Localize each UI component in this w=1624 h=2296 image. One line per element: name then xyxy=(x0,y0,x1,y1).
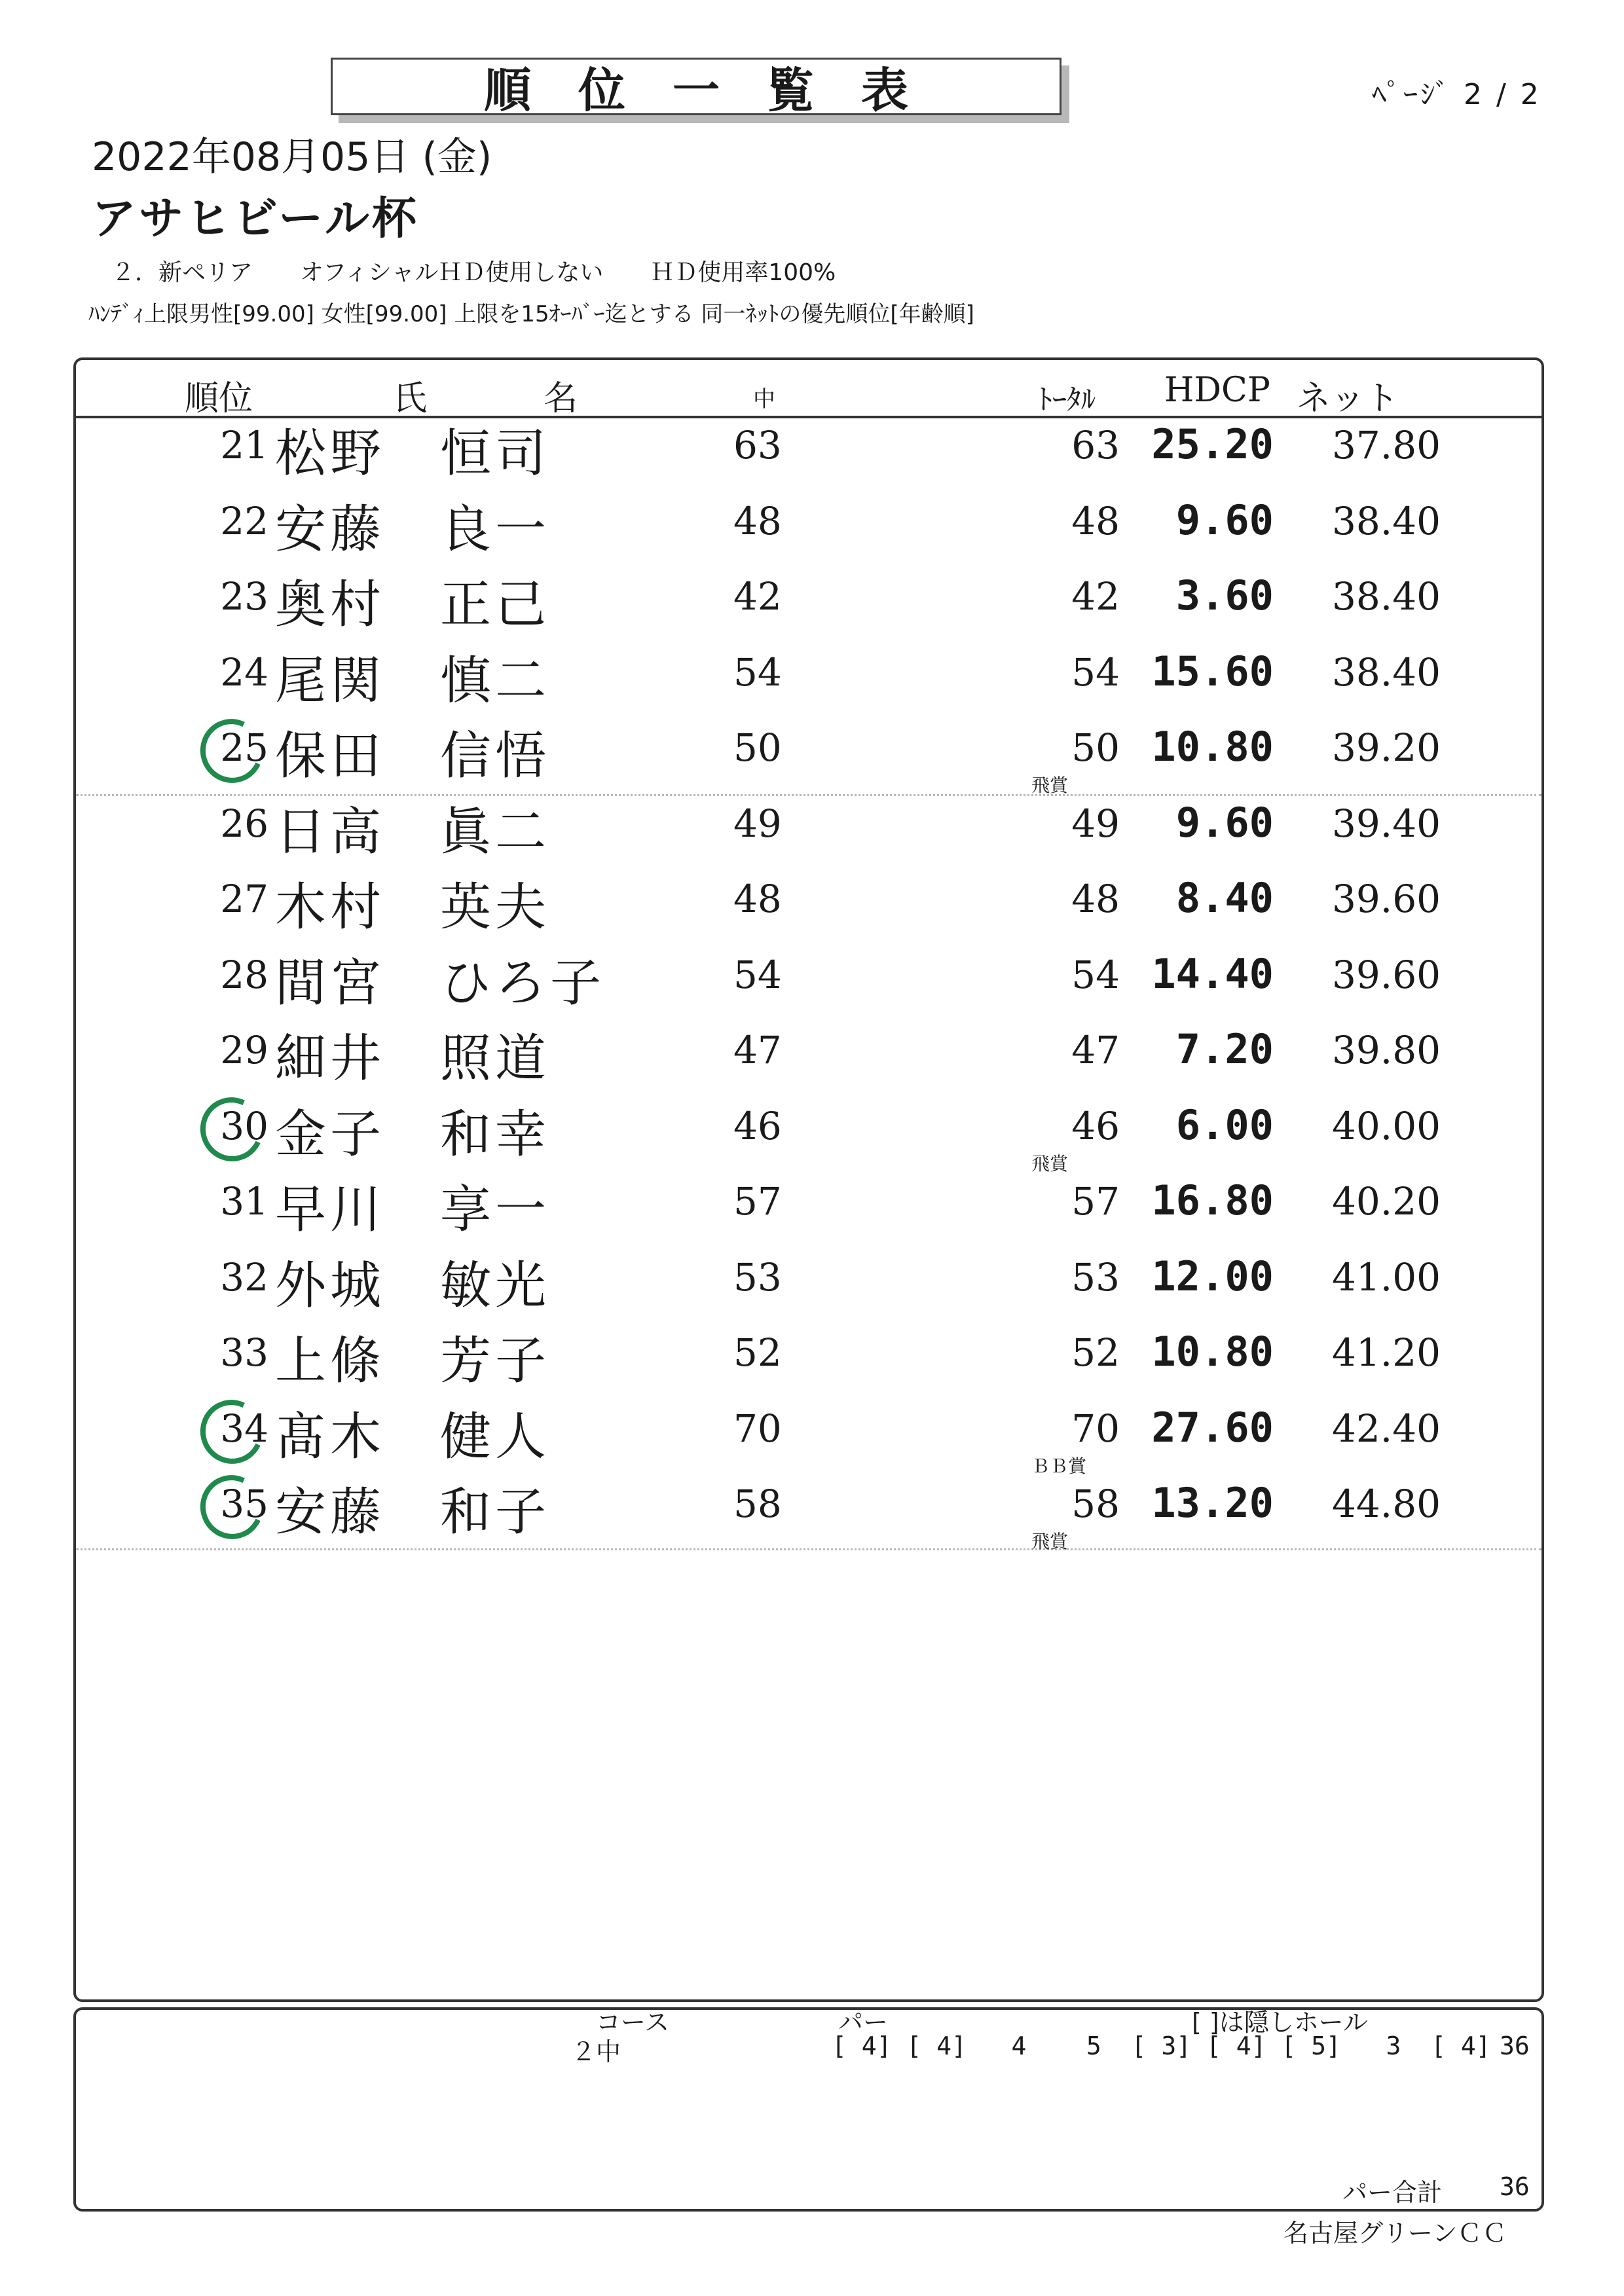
row-net: 41.00 xyxy=(1331,1254,1441,1300)
row-total: 46 xyxy=(1071,1103,1120,1148)
table-row xyxy=(0,1392,1624,1477)
row-total: 57 xyxy=(1071,1179,1120,1224)
row-surname: 細井 xyxy=(275,1029,386,1088)
row-score: 54 xyxy=(733,952,782,997)
row-net: 39.60 xyxy=(1331,877,1441,921)
row-score: 57 xyxy=(733,1179,782,1224)
row-hdcp: 10.80 xyxy=(1151,1328,1274,1376)
row-surname: 早川 xyxy=(275,1180,386,1239)
table-row xyxy=(0,560,1624,636)
table-row xyxy=(0,787,1624,863)
row-rank: 22 xyxy=(220,498,268,543)
row-rank: 25 xyxy=(220,725,268,770)
table-row xyxy=(0,711,1624,796)
row-rank: 30 xyxy=(220,1103,268,1148)
row-given: 健人 xyxy=(440,1407,551,1467)
row-net: 41.20 xyxy=(1331,1330,1441,1375)
row-net: 39.20 xyxy=(1331,725,1441,770)
row-rank: 31 xyxy=(220,1179,268,1224)
row-score: 50 xyxy=(733,725,782,770)
row-hdcp: 25.20 xyxy=(1151,420,1274,468)
row-score: 52 xyxy=(733,1330,782,1375)
row-total: 54 xyxy=(1071,649,1120,695)
row-hdcp: 12.00 xyxy=(1151,1252,1274,1300)
row-given: 信悟 xyxy=(440,727,551,786)
row-total: 52 xyxy=(1071,1330,1120,1375)
row-given: 和幸 xyxy=(440,1104,551,1164)
hidden-hole-note: [ ]は隠しホール xyxy=(1192,2008,1368,2037)
row-award: ＢＢ賞 xyxy=(1031,1455,1087,1477)
page-number: ﾍﾟｰｼﾞ 2 / 2 xyxy=(1372,78,1541,111)
course-value: ２中 xyxy=(571,2037,621,2066)
handwritten-circle-mark xyxy=(191,710,272,792)
table-row xyxy=(0,1165,1624,1241)
row-surname: 安藤 xyxy=(275,1483,386,1542)
row-total: 58 xyxy=(1071,1482,1120,1526)
row-rank: 21 xyxy=(220,423,268,467)
row-rank: 34 xyxy=(220,1406,268,1451)
table-row xyxy=(0,862,1624,938)
row-net: 42.40 xyxy=(1331,1406,1441,1451)
row-surname: 日高 xyxy=(275,802,386,862)
table-row xyxy=(0,1013,1624,1089)
row-surname: 間宮 xyxy=(275,953,386,1013)
row-total: 49 xyxy=(1071,801,1120,846)
row-score: 47 xyxy=(733,1028,782,1072)
row-rank: 29 xyxy=(220,1028,268,1072)
row-score: 48 xyxy=(733,498,782,543)
group-separator xyxy=(76,1548,1541,1550)
event-name: アサヒビール杯 xyxy=(92,193,419,245)
row-net: 38.40 xyxy=(1331,649,1441,695)
par-row-total: 36 xyxy=(1500,2032,1530,2060)
table-row xyxy=(0,1089,1624,1175)
row-surname: 尾関 xyxy=(275,651,386,710)
header-name-1: 氏 xyxy=(393,379,428,418)
par-total-label: パー合計 xyxy=(1342,2178,1443,2207)
row-net: 40.00 xyxy=(1331,1103,1441,1148)
row-net: 38.40 xyxy=(1331,498,1441,543)
header-name-2: 名 xyxy=(544,379,578,418)
row-hdcp: 9.60 xyxy=(1175,798,1274,847)
row-hdcp: 3.60 xyxy=(1175,572,1274,619)
row-total: 53 xyxy=(1071,1254,1120,1300)
row-total: 63 xyxy=(1071,423,1120,467)
row-total: 48 xyxy=(1071,498,1120,543)
row-award: 飛賞 xyxy=(1031,1152,1069,1175)
row-rank: 32 xyxy=(220,1254,268,1300)
row-given: 照道 xyxy=(440,1029,551,1088)
row-score: 54 xyxy=(733,649,782,695)
row-hdcp: 13.20 xyxy=(1151,1479,1274,1527)
row-given: 敏光 xyxy=(440,1256,551,1315)
table-row xyxy=(0,409,1624,484)
handwritten-circle-mark xyxy=(191,1467,272,1548)
row-score: 49 xyxy=(733,801,782,846)
row-given: 眞二 xyxy=(440,802,551,862)
row-total: 54 xyxy=(1071,952,1120,997)
header-course: 中 xyxy=(753,386,775,412)
table-row xyxy=(0,636,1624,712)
row-surname: 外城 xyxy=(275,1256,386,1315)
row-net: 39.40 xyxy=(1331,801,1441,846)
header-total: ﾄｰﾀﾙ xyxy=(1038,383,1096,416)
row-hdcp: 8.40 xyxy=(1175,874,1274,922)
row-hdcp: 16.80 xyxy=(1151,1176,1274,1224)
row-award: 飛賞 xyxy=(1031,1531,1069,1552)
row-surname: 木村 xyxy=(275,878,386,937)
row-surname: 髙木 xyxy=(275,1407,386,1467)
event-date: 2022年08月05日 (金) xyxy=(92,134,492,180)
row-given: 芳子 xyxy=(440,1332,551,1391)
document-title: 順位一覧表 xyxy=(483,63,955,118)
row-hdcp: 14.40 xyxy=(1151,949,1274,998)
row-given: 正己 xyxy=(440,575,551,634)
handwritten-circle-mark xyxy=(191,1088,272,1170)
handwritten-circle-mark xyxy=(191,1391,272,1472)
row-total: 42 xyxy=(1071,574,1120,619)
row-score: 53 xyxy=(733,1254,782,1300)
row-given: 和子 xyxy=(440,1483,551,1542)
row-net: 39.80 xyxy=(1331,1028,1441,1072)
row-net: 40.20 xyxy=(1331,1179,1441,1224)
table-row xyxy=(0,484,1624,560)
row-rank: 23 xyxy=(220,574,268,619)
conditions-line-2: ﾊﾝﾃﾞｨ上限男性[99.00] 女性[99.00] 上限を15ｵｰﾊﾞｰ迄とする 同一ﾈｯﾄの優先順位[年齢順] xyxy=(88,301,974,327)
par-label: パー xyxy=(838,2008,889,2037)
table-row xyxy=(0,1467,1624,1552)
row-given: 良一 xyxy=(440,500,551,559)
row-rank: 35 xyxy=(220,1482,268,1526)
row-net: 38.40 xyxy=(1331,574,1441,619)
row-hdcp: 9.60 xyxy=(1175,496,1274,544)
row-hdcp: 6.00 xyxy=(1175,1101,1274,1149)
row-hdcp: 10.80 xyxy=(1151,723,1274,771)
row-given: 恒司 xyxy=(440,424,551,483)
row-surname: 保田 xyxy=(275,727,386,786)
row-score: 46 xyxy=(733,1103,782,1148)
row-surname: 奥村 xyxy=(275,575,386,634)
row-hdcp: 15.60 xyxy=(1151,647,1274,695)
row-total: 48 xyxy=(1071,877,1120,921)
conditions-line-1: ２．新ペリア オフィシャルＨＤ使用しない ＨＤ使用率100% xyxy=(111,259,836,286)
club-name: 名古屋グリーンＣＣ xyxy=(1283,2219,1507,2248)
row-score: 70 xyxy=(733,1406,782,1451)
table-row xyxy=(0,938,1624,1014)
table-row xyxy=(0,1316,1624,1392)
row-surname: 松野 xyxy=(275,424,386,483)
table-row xyxy=(0,1241,1624,1317)
row-rank: 28 xyxy=(220,952,268,997)
header-net: ネット xyxy=(1297,379,1399,418)
row-given: 英夫 xyxy=(440,878,551,937)
row-rank: 24 xyxy=(220,649,268,695)
row-rank: 26 xyxy=(220,801,268,846)
row-net: 39.60 xyxy=(1331,952,1441,997)
row-hdcp: 7.20 xyxy=(1175,1025,1274,1073)
row-score: 42 xyxy=(733,574,782,619)
header-hdcp: HDCP xyxy=(1164,371,1270,410)
header-rank: 順位 xyxy=(185,379,253,418)
course-label: コース xyxy=(596,2008,670,2037)
row-given: ひろ子 xyxy=(440,953,606,1013)
row-rank: 33 xyxy=(220,1330,268,1375)
row-total: 70 xyxy=(1071,1406,1120,1451)
row-net: 44.80 xyxy=(1331,1482,1441,1526)
par-total-value: 36 xyxy=(1500,2172,1530,2201)
row-rank: 27 xyxy=(220,877,268,921)
row-score: 63 xyxy=(733,423,782,467)
row-surname: 金子 xyxy=(275,1104,386,1164)
row-net: 37.80 xyxy=(1331,423,1441,467)
row-total: 47 xyxy=(1071,1028,1120,1072)
row-total: 50 xyxy=(1071,725,1120,770)
row-score: 58 xyxy=(733,1482,782,1526)
row-given: 享一 xyxy=(440,1180,551,1239)
par-values: [ 4] [ 4] 4 5 [ 3] [ 4] [ 5] 3 [ 4] xyxy=(832,2032,1491,2060)
row-surname: 上條 xyxy=(275,1332,386,1391)
row-given: 慎二 xyxy=(440,651,551,710)
title-box xyxy=(331,58,1061,118)
row-surname: 安藤 xyxy=(275,500,386,559)
row-hdcp: 27.60 xyxy=(1151,1403,1274,1451)
row-award: 飛賞 xyxy=(1031,774,1069,796)
row-score: 48 xyxy=(733,877,782,921)
